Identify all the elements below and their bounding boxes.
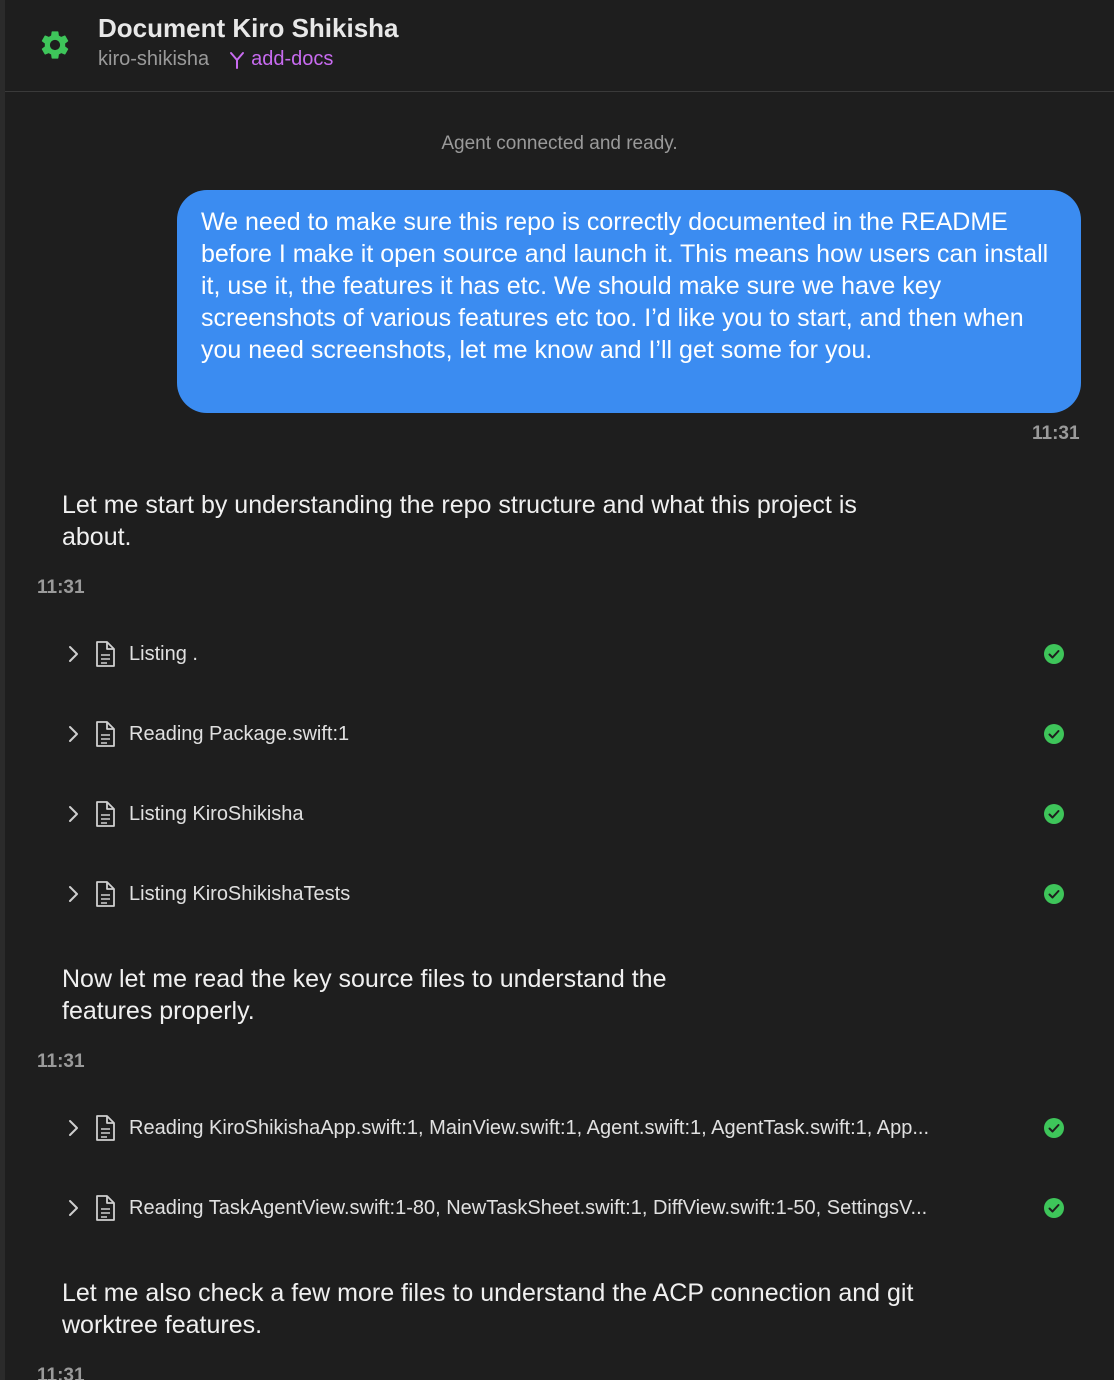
- document-icon: [93, 1114, 117, 1142]
- tool-call-row[interactable]: [45, 864, 1085, 924]
- user-message-time: 11:31: [1032, 423, 1080, 444]
- tool-call-label: Listing KiroShikisha: [129, 802, 304, 825]
- agent-message-text: Now let me read the key source files to understand the features properly.: [62, 965, 667, 1025]
- checkmark-circle-icon: [1043, 723, 1065, 745]
- tool-call-label: Listing .: [129, 642, 198, 665]
- repo-info: [98, 48, 333, 71]
- tool-call-label: Listing KiroShikishaTests: [129, 882, 351, 905]
- repo-name: kiro-shikisha: [98, 48, 210, 70]
- document-icon: [93, 880, 117, 908]
- agent-message-time: 11:31: [37, 1365, 85, 1380]
- tool-call-label: Reading Package.swift:1: [129, 722, 350, 745]
- chevron-right-icon[interactable]: [61, 722, 85, 746]
- document-icon: [93, 800, 117, 828]
- checkmark-circle-icon: [1043, 883, 1065, 905]
- tool-call-label: Reading KiroShikishaApp.swift:1, MainView.swift:1, Agent.swift:1, AgentTask.swift:1, App...: [129, 1116, 930, 1139]
- chevron-right-icon[interactable]: [61, 802, 85, 826]
- agent-message-time: 11:31: [37, 577, 85, 598]
- gear-icon: [38, 28, 72, 62]
- task-title: Document Kiro Shikisha: [98, 13, 399, 43]
- agent-message-time: 11:31: [37, 1051, 85, 1072]
- tool-call-label: Reading TaskAgentView.swift:1-80, NewTaskSheet.swift:1, DiffView.swift:1-50, SettingsV...: [129, 1196, 928, 1219]
- tool-call-row[interactable]: [45, 1098, 1085, 1158]
- connection-status: Agent connected and ready.: [441, 133, 678, 154]
- checkmark-circle-icon: [1043, 1117, 1065, 1139]
- chevron-right-icon[interactable]: [61, 882, 85, 906]
- document-icon: [93, 1194, 117, 1222]
- git-branch-icon: [227, 50, 247, 70]
- tool-call-row[interactable]: [45, 624, 1085, 684]
- tool-call-row[interactable]: [45, 784, 1085, 844]
- agent-message-text: Let me start by understanding the repo structure and what this project is about.: [62, 491, 857, 551]
- chevron-right-icon[interactable]: [61, 1196, 85, 1220]
- user-message-bubble: [177, 190, 1081, 413]
- tool-call-row[interactable]: [45, 704, 1085, 764]
- agent-message-text: Let me also check a few more files to understand the ACP connection and git worktree features.: [62, 1279, 914, 1339]
- chevron-right-icon[interactable]: [61, 1116, 85, 1140]
- checkmark-circle-icon: [1043, 1197, 1065, 1219]
- task-header: [5, 0, 1114, 92]
- branch-badge[interactable]: [227, 48, 333, 71]
- branch-name: add-docs: [251, 48, 334, 70]
- chevron-right-icon[interactable]: [61, 642, 85, 666]
- document-icon: [93, 640, 117, 668]
- checkmark-circle-icon: [1043, 643, 1065, 665]
- checkmark-circle-icon: [1043, 803, 1065, 825]
- tool-call-row[interactable]: [45, 1178, 1085, 1238]
- user-message-text: We need to make sure this repo is correctly documented in the README before I make it open source and launch it. This means how users can install it, use it, the features it has etc. We should make sure we have key screenshots of various features etc too. I’d like you to start, and then when you need screenshots, let me know and I’ll get some for you.: [201, 208, 1049, 364]
- document-icon: [93, 720, 117, 748]
